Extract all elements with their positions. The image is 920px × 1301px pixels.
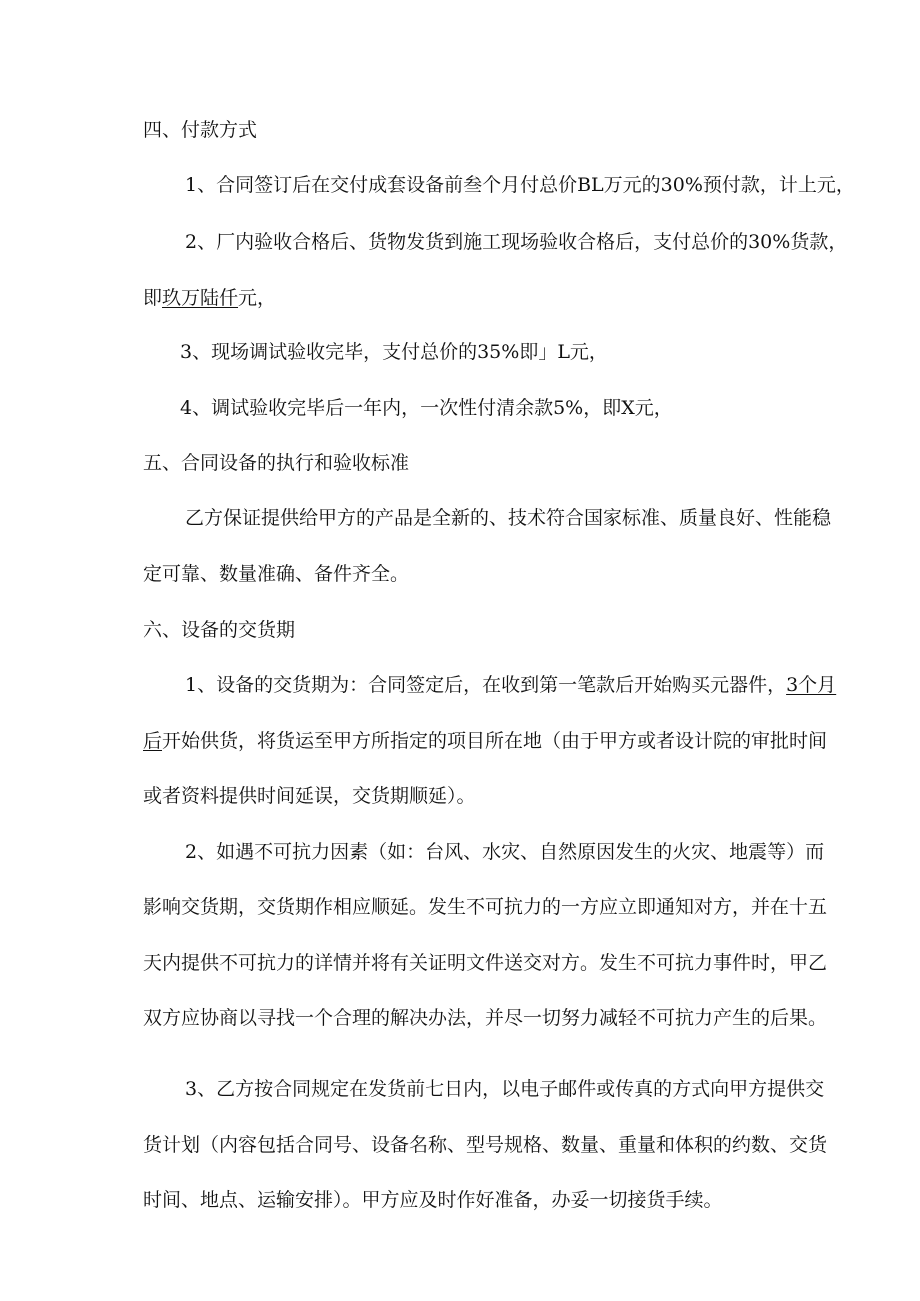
text-run: 1、设备的交货期为：合同签定后，在收到第一笔款后开始购买元器件， [185, 674, 787, 696]
payment-item-2-line-1: 2、厂内验收合格后、货物发货到施工现场验收合格后，支付总价的30%货款， [185, 231, 848, 253]
text-run: 元， [238, 287, 277, 309]
delivery-item-2-line-3: 天内提供不可抗力的详情并将有关证明文件送交对方。发生不可抗力事件时，甲乙 [143, 952, 828, 974]
delivery-item-3-line-2: 货计划（内容包括合同号、设备名称、型号规格、数量、重量和体积的约数、交货 [143, 1134, 828, 1156]
text-run: 开始供货，将货运至甲方所指定的项目所在地（由于甲方或者设计院的审批时间 [162, 730, 828, 752]
delivery-item-1-line-2 [143, 728, 827, 754]
section-heading-payment: 四、付款方式 [143, 119, 258, 141]
delivery-item-1-line-1 [185, 672, 836, 698]
underlined-period: 3个月 [786, 674, 837, 696]
section-heading-standards: 五、合同设备的执行和验收标准 [143, 452, 410, 474]
delivery-item-1-line-3: 或者资料提供时间延误，交货期顺延）。 [143, 785, 476, 807]
payment-item-2-line-2 [143, 285, 276, 311]
payment-item-1: 1、合同签订后在交付成套设备前叁个月付总价BL万元的30%预付款，计上元， [185, 174, 855, 196]
section-heading-delivery: 六、设备的交货期 [143, 619, 296, 641]
underlined-amount: 玖万陆仟 [162, 287, 239, 309]
delivery-item-2-line-4: 双方应协商以寻找一个合理的解决办法，并尽一切努力减轻不可抗力产生的后果。 [143, 1007, 828, 1029]
delivery-item-3-line-1: 3、乙方按合同规定在发货前七日内，以电子邮件或传真的方式向甲方提供交 [185, 1078, 825, 1100]
standards-line-1: 乙方保证提供给甲方的产品是全新的、技术符合国家标准、质量良好、性能稳 [185, 507, 832, 529]
payment-item-4: 4、调试验收完毕后一年内，一次性付清余款5%，即X元， [180, 397, 673, 419]
delivery-item-2-line-2: 影响交货期，交货期作相应顺延。发生不可抗力的一方应立即通知对方，并在十五 [143, 896, 828, 918]
payment-item-3: 3、现场调试验收完毕，支付总价的35%即」L元， [180, 341, 608, 363]
delivery-item-3-line-3: 时间、地点、运输安排）。甲方应及时作好准备，办妥一切接货手续。 [143, 1189, 723, 1211]
text-run: 即 [143, 287, 163, 309]
delivery-item-2-line-1: 2、如遇不可抗力因素（如：台风、水灾、自然原因发生的火灾、地震等）而 [185, 841, 825, 863]
standards-line-2: 定可靠、数量准确、备件齐全。 [143, 563, 410, 585]
underlined-period-end: 后 [143, 730, 163, 752]
